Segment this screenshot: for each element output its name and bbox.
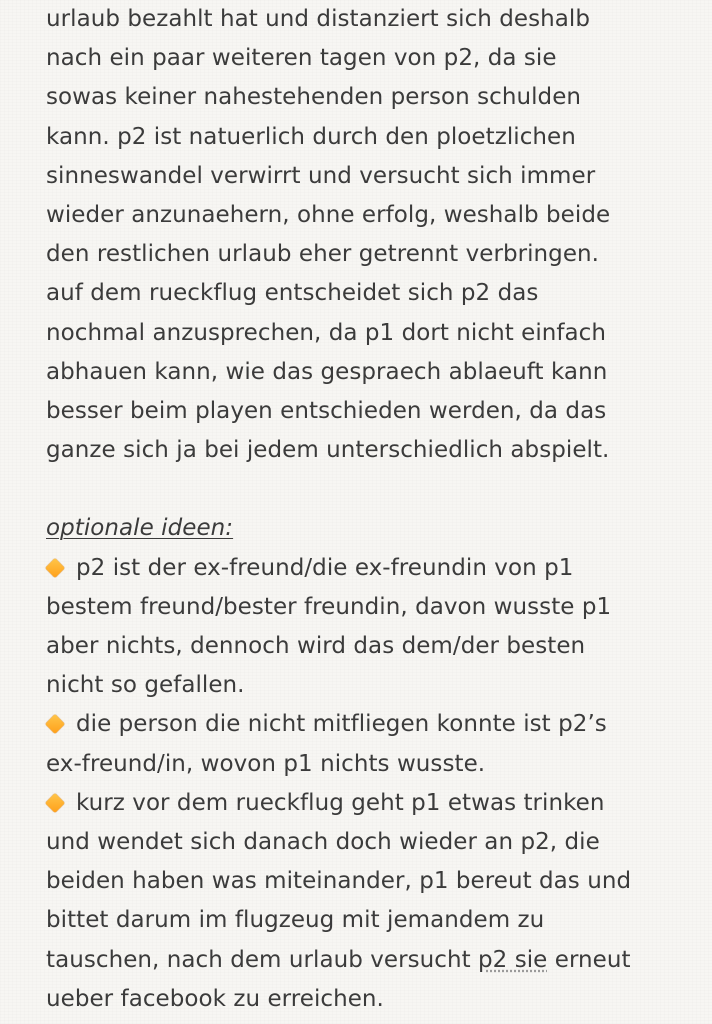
bullet-line	[46, 549, 686, 588]
paragraph-line: sinneswandel verwirrt und versucht sich immer	[46, 162, 596, 189]
orange-diamond-icon	[46, 794, 64, 812]
paragraph-line: sowas keiner nahestehenden person schulden	[46, 84, 582, 111]
bullet-line	[46, 784, 686, 823]
optional-ideas-heading	[46, 509, 686, 548]
paragraph-line: besser beim playen entschieden werden, da das	[46, 397, 607, 424]
paragraph-line: auf dem rueckflug entscheidet sich p2 das	[46, 280, 539, 307]
marked-word[interactable]: p2 sie	[478, 946, 548, 973]
paragraph-line: nochmal anzusprechen, da p1 dort nicht einfach	[46, 319, 607, 346]
bullet-continuation: und wendet sich danach doch wieder an p2, die	[46, 828, 600, 855]
bullet-continuation: nicht so gefallen.	[46, 672, 245, 699]
bullet-continuation: bestem freund/bester freundin, davon wusste p1	[46, 593, 612, 620]
orange-diamond-icon	[46, 559, 64, 577]
paragraph-line: kann. p2 ist natuerlich durch den ploetzlichen	[46, 123, 576, 150]
bullet-text-end: erneut	[547, 946, 631, 973]
bullet-text: kurz vor dem rueckflug geht p1 etwas trinken	[76, 789, 605, 816]
bullet-continuation: aber nichts, dennoch wird das dem/der besten	[46, 633, 586, 659]
bullet-continuation: ex-freund/in, wovon p1 nichts wusste.	[46, 750, 486, 777]
bullet-text-start: tauschen, nach dem urlaub versucht	[46, 946, 479, 973]
paragraph-line: abhauen kann, wie das gespraech ablaeuft kann	[46, 358, 608, 385]
note-body[interactable]	[46, 0, 686, 1019]
paragraph-line: wieder anzunaehern, ohne erfolg, weshalb beide	[46, 201, 611, 228]
paragraph-line: urlaub bezahlt hat und distanziert sich deshalb	[46, 6, 590, 32]
bullet-continuation: beiden haben was miteinander, p1 bereut das und	[46, 868, 632, 895]
optional-ideas-heading-text: optionale ideen:	[46, 515, 234, 542]
paragraph-line: nach ein paar weiteren tagen von p2, da sie	[46, 45, 557, 72]
bullet-continuation: ueber facebook zu erreichen.	[46, 985, 384, 1012]
paragraph-line: ganze sich ja bei jedem unterschiedlich abspielt.	[46, 437, 610, 464]
bullet-continuation	[46, 941, 686, 980]
blank-line	[46, 470, 686, 509]
orange-diamond-icon	[46, 715, 64, 733]
bullet-continuation: bittet darum im flugzeug mit jemandem zu	[46, 907, 545, 934]
bullet-text: p2 ist der ex-freund/die ex-freundin von p1	[76, 554, 574, 581]
bullet-text: die person die nicht mitfliegen konnte ist p2’s	[76, 711, 607, 738]
paragraph-line: den restlichen urlaub eher getrennt verbringen.	[46, 241, 600, 268]
bullet-line	[46, 705, 686, 744]
